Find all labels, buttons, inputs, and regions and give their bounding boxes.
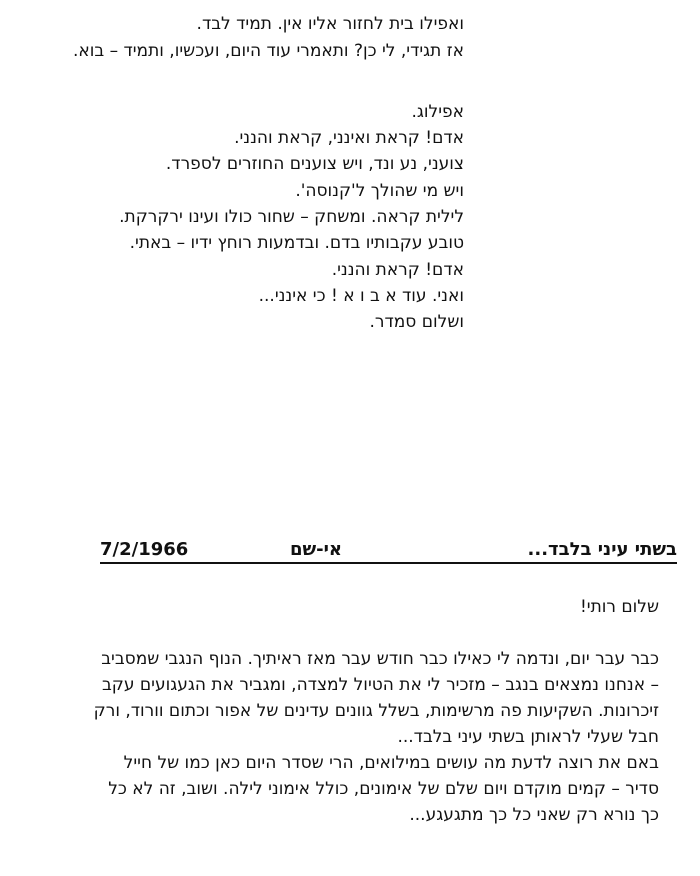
- letter-body-line: – אנחנו נמצאים בנגב – מזכיר לי את הטיול למצדה, ומגביר את הגעגועים עקב: [101, 675, 659, 695]
- poem-line: אדם! קראת ואינני, קראת והנני.: [234, 128, 464, 148]
- poem-line: ויש מי שהולך ל'קנוסה'.: [295, 181, 464, 201]
- letter-date: 7/2/1966: [100, 539, 189, 560]
- letter-title: בשתי עיני בלבד...: [527, 539, 677, 560]
- poem-epilogue-heading: אפילוג.: [411, 102, 464, 122]
- letter-body-line: סדיר – קמים מוקדם ויום שלם של אימונים, כולל אימוני לילה. ושוב, זה לא כל: [108, 779, 659, 799]
- poem-line: ואפילו בית לחזור אליו אין. תמיד לבד.: [196, 14, 464, 34]
- poem-line: אדם! קראת והנני.: [331, 260, 464, 280]
- letter-body-line: באם את רוצה לדעת מה עושים במילואים, הרי שסדר היום כאן כמו של חייל: [123, 753, 659, 773]
- poem-signature: ושלום סמדר.: [369, 312, 464, 332]
- letter-heading: [100, 538, 677, 564]
- letter-body-line: כך נורא רק שאני כל כך מתגעגע...: [409, 805, 659, 825]
- poem-line: לילית קראה. ומשחק – שחור כולו ועינו ירקרקת.: [119, 207, 464, 227]
- letter-place: אי-שם: [289, 539, 342, 560]
- poem-line: ואני. עוד א ב ו א ! כי אינני...: [258, 286, 464, 306]
- poem-line: טובע עקבותיו בדם. ובדמעות רוחץ ידיו – באתי.: [129, 233, 464, 253]
- letter-body-line: חבל שעלי לראותן בשתי עיני בלבד...: [397, 727, 659, 747]
- poem-line: אז תגידי, לי כן? ותאמרי עוד היום, ועכשיו, ותמיד – בוא.: [72, 41, 464, 61]
- letter-body-line: זיכרונות. השקיעות פה מרשימות, בשלל גוונים עדינים של אפור וכתום וורוד, ורק: [93, 701, 659, 721]
- letter-body-line: כבר עבר יום, ונדמה לי כאילו כבר חודש עבר מאז ראיתיך. הנוף הנגבי שמסביב: [101, 649, 659, 669]
- poem-line: צועני, נע ונד, ויש צוענים החוזרים לספרד.: [165, 154, 464, 174]
- letter-greeting: שלום רותי!: [579, 597, 659, 617]
